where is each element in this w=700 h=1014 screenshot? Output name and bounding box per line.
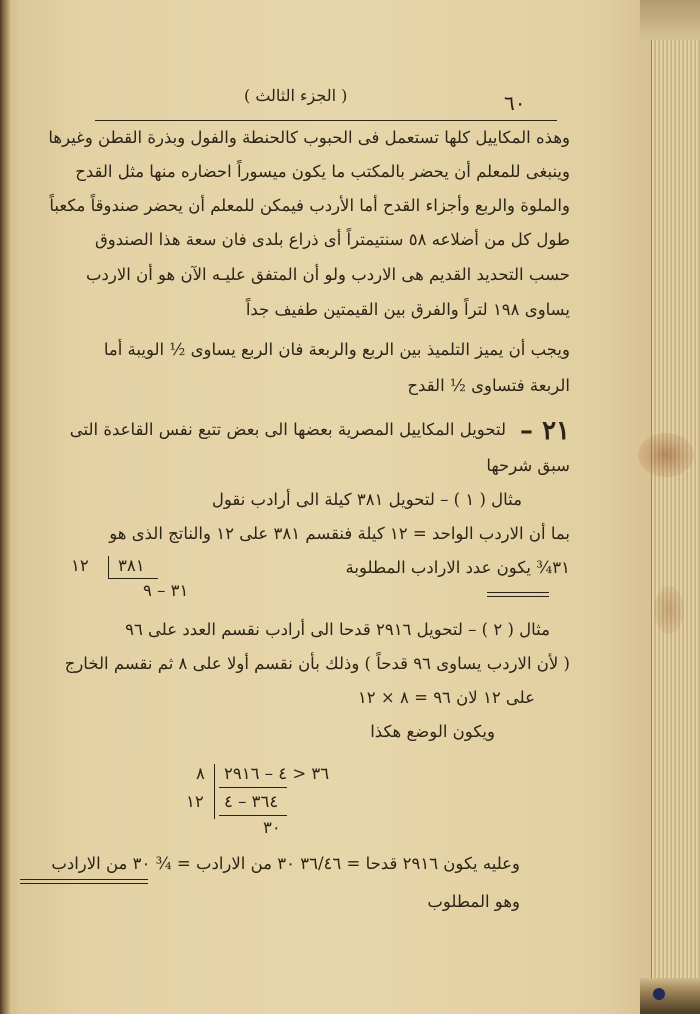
text-line: بما أن الاردب الواحد = ١٢ كيلة فنقسم ٣٨١ على ١٢ والناتج الذى هو — [109, 524, 570, 543]
section-heading: لتحويل المكاييل المصرية بعضها الى بعض تتبع نفس القاعدة التى — [69, 420, 506, 439]
division-dividend: ٣٨١ — [118, 556, 145, 575]
division-divisor: ٨ — [196, 764, 205, 783]
division-bar — [219, 815, 287, 816]
running-header: ( الجزء الثالث ) — [244, 86, 348, 105]
example-title: مثال ( ١ ) – لتحويل ٣٨١ كيلة الى أرادب نقول — [211, 490, 522, 509]
division-quotient: ٣٠ — [263, 818, 281, 837]
page-number: ٦٠ — [504, 91, 526, 115]
result-underline — [487, 596, 549, 597]
result-underline — [20, 879, 148, 880]
division-bar — [108, 578, 158, 579]
division-divisor: ١٢ — [186, 792, 204, 811]
ink-dot — [653, 988, 665, 1000]
stain-mark — [638, 433, 694, 477]
text-line: وينبغى للمعلم أن يحضر بالمكتب ما يكون ميسوراً احضاره منها مثل القدح — [75, 162, 570, 181]
text-line: ويجب أن يميز التلميذ بين الربع والربعة فان الربع يساوى ½ الويبة أما — [103, 340, 570, 359]
page-gutter-shadow — [0, 0, 10, 1014]
result-underline — [487, 592, 549, 593]
division-bar — [108, 556, 109, 578]
text-line: والملوة والربع وأجزاء القدح أما الأردب فيمكن للمعلم أن يحضر صندوقاً مكعباً — [49, 196, 570, 215]
division-row: ٣٦ < ٤ – ٢٩١٦ — [224, 764, 330, 783]
section-number: ٢١ – — [520, 416, 570, 446]
division-row: ٣٦٤ – ٤ — [224, 792, 279, 811]
division-bar — [214, 764, 215, 819]
text-line: طول كل من أضلاعه ٥٨ سنتيمتراً أى ذراع بلدى فان سعة هذا الصندوق — [95, 230, 570, 249]
text-line: ٣١¾ يكون عدد الارادب المطلوبة — [345, 558, 570, 577]
result-underline — [20, 883, 148, 884]
header-rule — [95, 120, 557, 121]
text-line: سبق شرحها — [486, 456, 570, 475]
text-line: وهذه المكاييل كلها تستعمل فى الحبوب كالحنطة والفول وبذرة القطن وغيرها — [48, 128, 570, 147]
example-title: مثال ( ٢ ) – لتحويل ٢٩١٦ قدحا الى أرادب نقسم العدد على ٩٦ — [125, 620, 550, 639]
text-line: يساوى ١٩٨ لتراً والفرق بين القيمتين طفيف جداً — [245, 300, 570, 319]
text-line: الربعة فتساوى ½ القدح — [407, 376, 570, 395]
conclusion-line: وعليه يكون ٢٩١٦ قدحا = ٣٦/٤٦ ٣٠ من الارادب = ¾ ٣٠ من الارادب — [51, 854, 520, 873]
division-bar — [219, 787, 287, 788]
stain-mark — [654, 586, 684, 634]
text-line: وهو المطلوب — [427, 892, 520, 911]
page-edges-top — [640, 0, 700, 40]
page-edges-bottom — [640, 978, 700, 1014]
division-remainder: ٣١ – ٩ — [143, 581, 189, 600]
division-divisor: ١٢ — [71, 556, 89, 575]
page-edges — [651, 0, 700, 1014]
text-line: ( لأن الاردب يساوى ٩٦ قدحاً ) وذلك بأن نقسم أولا على ٨ ثم نقسم الخارج — [64, 654, 570, 673]
text-line: على ١٢ لان ٩٦ = ٨ × ١٢ — [357, 688, 535, 707]
text-line: ويكون الوضع هكذا — [370, 722, 495, 741]
text-line: حسب التحديد القديم هى الاردب ولو أن المتفق عليـه الآن هو أن الاردب — [85, 265, 570, 284]
